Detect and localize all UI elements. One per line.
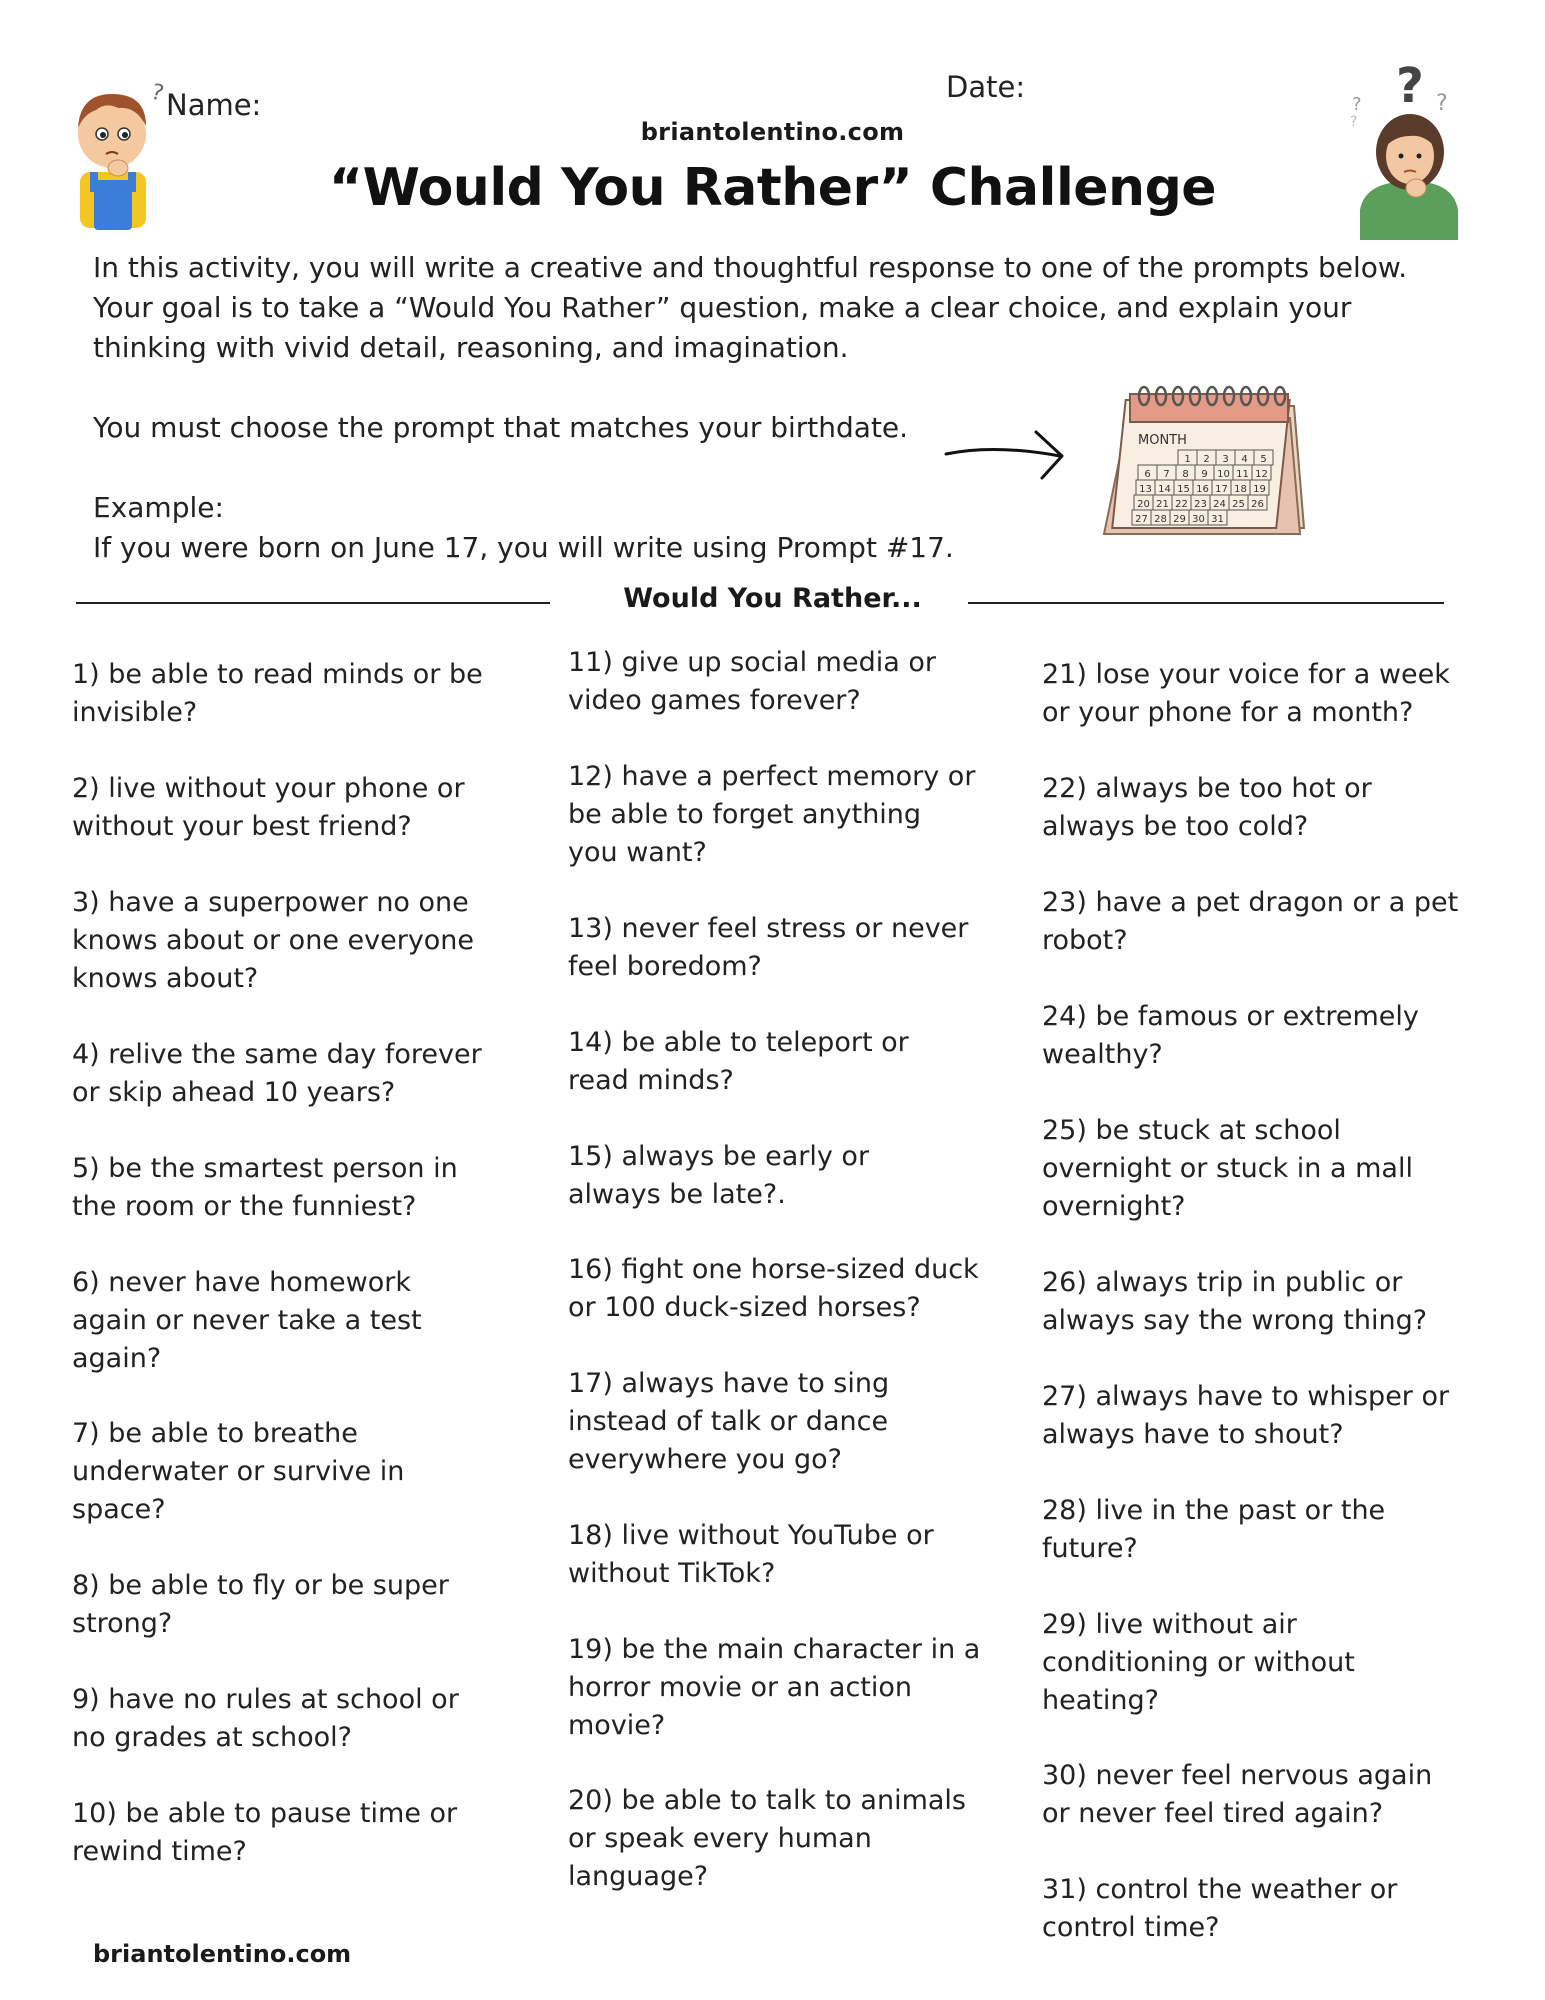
prompt-12: 12) have a perfect memory or be able to forget anything you want? xyxy=(568,761,976,868)
prompt-20: 20) be able to talk to animals or speak every human language? xyxy=(568,1785,966,1892)
calendar-day: 22 xyxy=(1175,499,1188,510)
calendar-day: 9 xyxy=(1201,469,1208,480)
prompt-28: 28) live in the past or the future? xyxy=(1042,1495,1386,1564)
prompt-2: 2) live without your phone or without your best friend? xyxy=(72,773,465,842)
calendar-day: 26 xyxy=(1251,499,1264,510)
calendar-day: 15 xyxy=(1177,484,1190,495)
calendar-day: 19 xyxy=(1253,484,1266,495)
prompt-21: 21) lose your voice for a week or your phone for a month? xyxy=(1042,659,1450,728)
prompt-22: 22) always be too hot or always be too cold? xyxy=(1042,773,1372,842)
divider-right xyxy=(968,602,1444,604)
calendar-day: 17 xyxy=(1215,484,1228,495)
svg-text:?: ? xyxy=(148,79,167,107)
calendar-day: 25 xyxy=(1232,499,1245,510)
svg-text:?: ? xyxy=(1352,94,1362,115)
prompt-26: 26) always trip in public or always say the wrong thing? xyxy=(1042,1267,1428,1336)
date-label: Date: xyxy=(946,70,1026,104)
calendar-day: 4 xyxy=(1241,454,1248,465)
name-label: Name: xyxy=(166,88,262,122)
calendar-day: 3 xyxy=(1222,454,1229,465)
calendar-day: 10 xyxy=(1217,469,1230,480)
example-text: If you were born on June 17, you will write using Prompt #17. xyxy=(93,531,954,564)
calendar-day: 30 xyxy=(1192,514,1205,525)
prompt-5: 5) be the smartest person in the room or the funniest? xyxy=(72,1153,458,1222)
prompt-30: 30) never feel nervous again or never feel tired again? xyxy=(1042,1760,1433,1829)
calendar-day: 7 xyxy=(1163,469,1170,480)
prompt-11: 11) give up social media or video games forever? xyxy=(568,647,936,716)
page-title: “Would You Rather” Challenge xyxy=(328,158,1217,218)
svg-text:?: ? xyxy=(1350,114,1358,130)
calendar-day: 29 xyxy=(1173,514,1186,525)
prompt-3: 3) have a superpower no one knows about or one everyone knows about? xyxy=(72,887,475,994)
prompt-9: 9) have no rules at school or no grades at school? xyxy=(72,1684,459,1753)
calendar-icon xyxy=(1098,378,1308,538)
prompt-7: 7) be able to breathe underwater or survive in space? xyxy=(72,1418,405,1525)
prompt-1: 1) be able to read minds or be invisible? xyxy=(72,659,483,728)
calendar-day: 28 xyxy=(1154,514,1167,525)
calendar-day: 20 xyxy=(1137,499,1150,510)
calendar-day: 12 xyxy=(1255,469,1268,480)
footer-site-url: briantolentino.com xyxy=(93,1940,352,1968)
arrow-right-icon xyxy=(944,426,1068,482)
prompt-4: 4) relive the same day forever or skip ahead 10 years? xyxy=(72,1039,482,1108)
prompt-25: 25) be stuck at school overnight or stuck in a mall overnight? xyxy=(1042,1115,1413,1222)
calendar-day: 18 xyxy=(1234,484,1247,495)
svg-text:?: ? xyxy=(1436,91,1448,116)
calendar-day: 31 xyxy=(1211,514,1224,525)
prompt-17: 17) always have to sing instead of talk or dance everywhere you go? xyxy=(568,1368,890,1475)
calendar-day: 8 xyxy=(1182,469,1189,480)
prompt-8: 8) be able to fly or be super strong? xyxy=(72,1570,449,1639)
prompt-14: 14) be able to teleport or read minds? xyxy=(568,1027,909,1096)
intro-instruction: You must choose the prompt that matches your birthdate. xyxy=(93,411,909,444)
calendar-month-label: MONTH xyxy=(1138,433,1187,448)
prompt-29: 29) live without air conditioning or without heating? xyxy=(1042,1609,1355,1716)
site-url: briantolentino.com xyxy=(640,118,905,146)
prompt-10: 10) be able to pause time or rewind time? xyxy=(72,1798,458,1867)
prompt-15: 15) always be early or always be late?. xyxy=(568,1141,870,1210)
intro-paragraph: In this activity, you will write a creative and thoughtful response to one of the prompts below. Your goal is to take a “Would You Rather” question, make a clear choice, and explain your thinking with vivid detail, reasoning, and imagination. xyxy=(93,251,1408,364)
calendar-day: 27 xyxy=(1135,514,1148,525)
calendar-day: 21 xyxy=(1156,499,1169,510)
calendar-day: 5 xyxy=(1260,454,1267,465)
prompt-6: 6) never have homework again or never take a test again? xyxy=(72,1267,422,1374)
calendar-day: 23 xyxy=(1194,499,1207,510)
prompt-23: 23) have a pet dragon or a pet robot? xyxy=(1042,887,1459,956)
calendar-day: 1 xyxy=(1184,454,1191,465)
prompt-24: 24) be famous or extremely wealthy? xyxy=(1042,1001,1419,1070)
prompt-18: 18) live without YouTube or without TikTok? xyxy=(568,1520,934,1589)
calendar-day: 13 xyxy=(1139,484,1152,495)
prompt-13: 13) never feel stress or never feel boredom? xyxy=(568,913,969,982)
calendar-day: 11 xyxy=(1236,469,1249,480)
prompt-16: 16) fight one horse-sized duck or 100 duck-sized horses? xyxy=(568,1254,979,1323)
section-title: Would You Rather... xyxy=(623,583,922,614)
example-label: Example: xyxy=(93,491,224,524)
prompt-27: 27) always have to whisper or always have to shout? xyxy=(1042,1381,1450,1450)
prompt-19: 19) be the main character in a horror movie or an action movie? xyxy=(568,1634,981,1741)
calendar-day: 14 xyxy=(1158,484,1171,495)
calendar-day: 16 xyxy=(1196,484,1209,495)
calendar-day: 24 xyxy=(1213,499,1226,510)
calendar-day: 6 xyxy=(1144,469,1151,480)
calendar-day: 2 xyxy=(1203,454,1210,465)
thinking-woman-icon xyxy=(1350,60,1470,240)
prompt-31: 31) control the weather or control time? xyxy=(1042,1874,1398,1943)
svg-text:?: ? xyxy=(1396,58,1424,114)
